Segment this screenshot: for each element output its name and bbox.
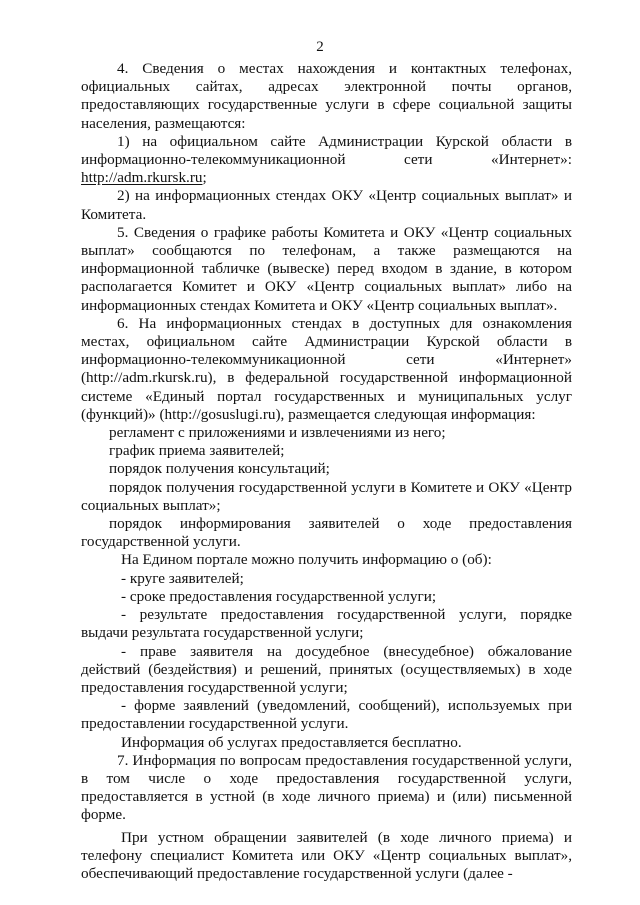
free-info-paragraph: Информация об услугах предоставляется бесплатно. [121, 733, 462, 751]
paragraph-6-item-schedule: график приема заявителей; [109, 442, 285, 460]
page-number: 2 [316, 39, 324, 55]
portal-item-term: - сроке предоставления государственной услуги; [121, 587, 437, 605]
portal-item-result: - результате предоставления государственной услуги, порядке выдачи результата государственной услуги; [81, 606, 572, 642]
paragraph-4: 4. Сведения о местах нахождения и контактных телефонах, официальных сайтах, адресах электронной почты органов, предоставляющих государственные услуги в сфере социальной защиты населения, размещаются: [81, 60, 572, 132]
paragraph-5: 5. Сведения о графике работы Комитета и ОКУ «Центр социальных выплат» сообщаются по телефонам, а также размещаются на информационной табличке (вывеске) перед входом в здание, в котором располагается Комитет и ОКУ «Центр социальных выплат» либо на информационных стендах Комитета и ОКУ «Центр социальных выплат». [81, 223, 572, 314]
paragraph-6-item-service-order: порядок получения государственной услуги в Комитете и ОКУ «Центр социальных выплат»; [81, 478, 572, 514]
paragraph-6-item-consultations: порядок получения консультаций; [109, 460, 330, 478]
portal-item-appeal: - праве заявителя на досудебное (внесудебное) обжалование действий (бездействия) и решений, принятых (осуществляемых) в ходе предоставления государственной услуги; [81, 642, 572, 696]
paragraph-6-item-informing: порядок информирования заявителей о ходе предоставления государственной услуги. [81, 515, 572, 551]
paragraph-4-item-1-end: ; [202, 169, 207, 187]
paragraph-6-item-regulation: регламент с приложениями и извлечениями из него; [109, 424, 446, 442]
document-body [81, 60, 572, 883]
admin-site-link[interactable]: http://adm.rkursk.ru [81, 169, 203, 187]
paragraph-4-item-2: 2) на информационных стендах ОКУ «Центр социальных выплат» и Комитета. [81, 187, 572, 223]
portal-item-forms: - форме заявлений (уведомлений, сообщений), используемых при предоставлении государственной услуги. [81, 697, 572, 733]
portal-intro: На Едином портале можно получить информацию о (об): [121, 551, 492, 569]
paragraph-4-item-1-text: 1) на официальном сайте Администрации Курской области в информационно-телекоммуникационной сети «Интернет»: [81, 132, 572, 169]
paragraph-7-oral-request: При устном обращении заявителей (в ходе личного приема) и телефону специалист Комитета или ОКУ «Центр социальных выплат», обеспечивающий предоставление государственной услуги (далее - [81, 828, 572, 882]
portal-item-applicants: - круге заявителей; [121, 569, 244, 587]
paragraph-7: 7. Информация по вопросам предоставления государственной услуги, в том числе о ходе предоставления государственной услуги, предоставляется в устной (в ходе личного приема) и (или) письменной форме. [81, 751, 572, 824]
paragraph-4-item-1 [81, 133, 572, 188]
paragraph-6: 6. На информационных стендах в доступных для ознакомления местах, официальном сайте Администрации Курской области в информационно-телекоммуникационной сети «Интернет» (http://adm.rkursk.ru), в федеральной государственной информационной системе «Единый портал государственных и муниципальных услуг (функций)» (http://gosuslugi.ru), размещается следующая информация: [81, 314, 572, 423]
